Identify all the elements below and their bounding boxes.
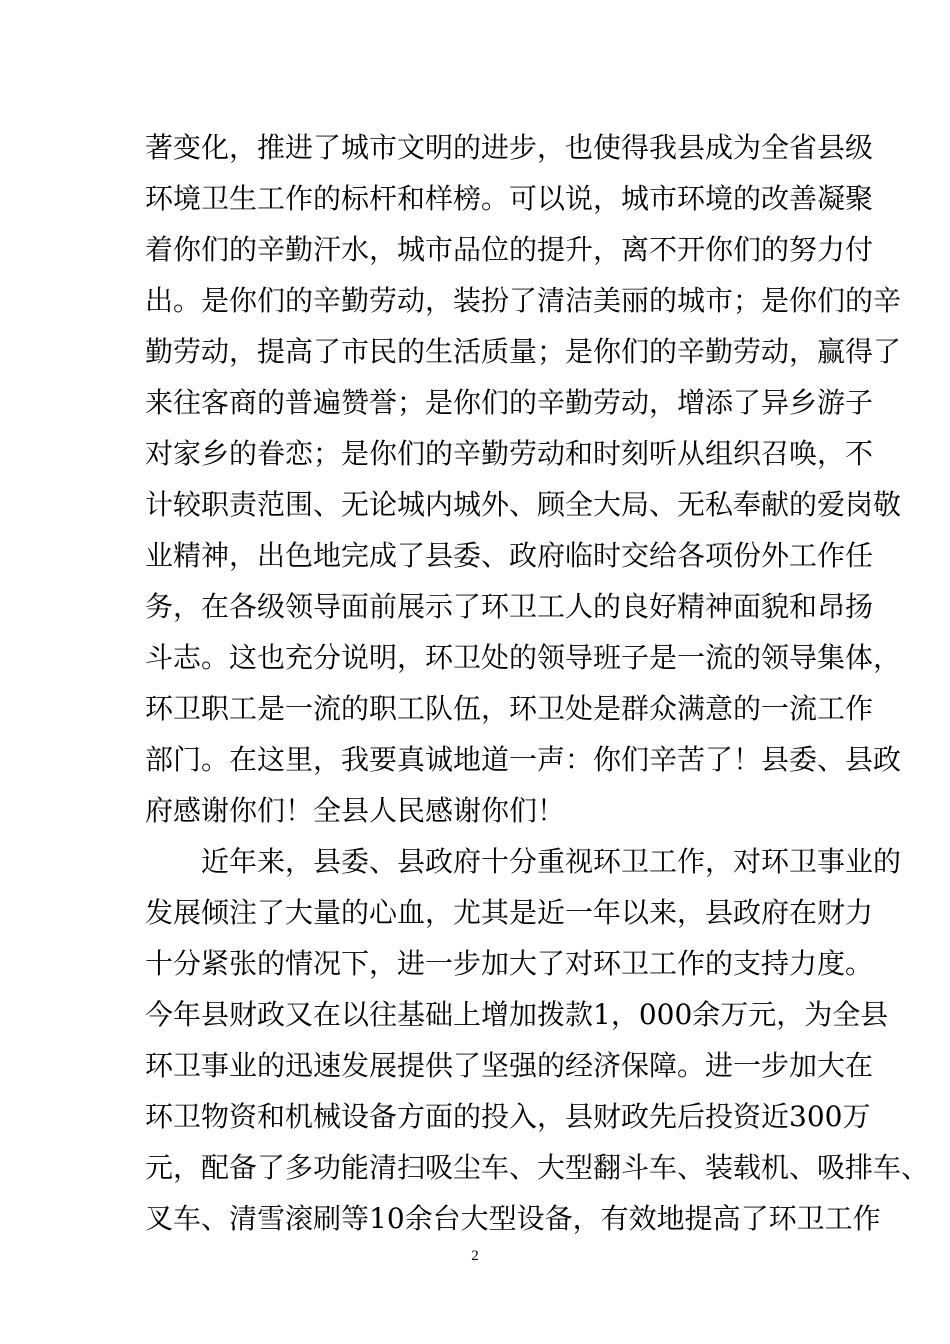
text-line: 环卫职工是一流的职工队伍，环卫处是群众满意的一流工作 [145,692,874,725]
text-line: 业精神，出色地完成了县委、政府临时交给各项份外工作任 [145,539,874,572]
paragraph-start-line: 近年来，县委、县政府十分重视环卫工作，对环卫事业的 [201,845,902,878]
text-line: 环卫物资和机械设备方面的投入，县财政先后投资近300万 [145,1100,871,1133]
text-line: 环境卫生工作的标杆和样榜。可以说，城市环境的改善凝聚 [145,182,874,215]
paragraph-end-line: 府感谢你们！全县人民感谢你们！ [145,794,566,827]
text-line: 元，配备了多功能清扫吸尘车、大型翻斗车、装载机、吸排车、 [145,1151,930,1184]
page-number: 2 [471,1248,479,1264]
text-line: 发展倾注了大量的心血，尤其是近一年以来，县政府在财力 [145,896,874,929]
text-line: 叉车、清雪滚刷等10余台大型设备，有效地提高了环卫工作 [145,1202,881,1235]
text-line: 务，在各级领导面前展示了环卫工人的良好精神面貌和昂扬 [145,590,874,623]
text-line: 出。是你们的辛勤劳动，装扮了清洁美丽的城市；是你们的辛 [145,284,902,317]
text-line: 着你们的辛勤汗水，城市品位的提升，离不开你们的努力付 [145,233,874,266]
text-line: 勤劳动，提高了市民的生活质量；是你们的辛勤劳动，赢得了 [145,335,902,368]
text-line: 部门。在这里，我要真诚地道一声：你们辛苦了！县委、县政 [145,743,902,776]
body-text [145,122,930,1244]
text-line: 今年县财政又在以往基础上增加拨款1，000余万元，为全县 [145,998,889,1031]
text-line: 十分紧张的情况下，进一步加大了对环卫工作的支持力度。 [145,947,874,980]
text-line: 环卫事业的迅速发展提供了坚强的经济保障。进一步加大在 [145,1049,874,1082]
text-line: 斗志。这也充分说明，环卫处的领导班子是一流的领导集体， [145,641,902,674]
text-line: 来往客商的普遍赞誉；是你们的辛勤劳动，增添了异乡游子 [145,386,874,419]
text-line: 著变化，推进了城市文明的进步，也使得我县成为全省县级 [145,131,874,164]
text-line: 计较职责范围、无论城内城外、顾全大局、无私奉献的爱岗敬 [145,488,902,521]
text-line: 对家乡的眷恋；是你们的辛勤劳动和时刻听从组织召唤，不 [145,437,874,470]
